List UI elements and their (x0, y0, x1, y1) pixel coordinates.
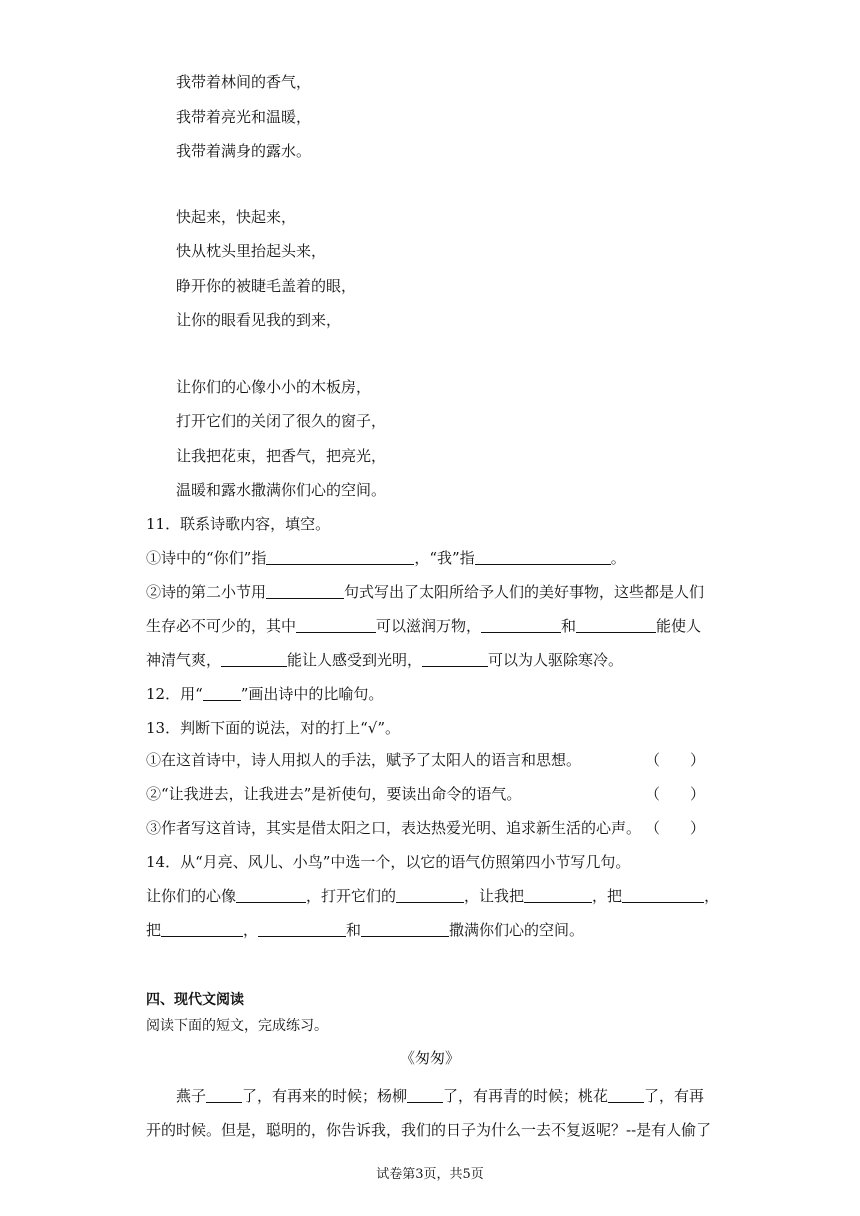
question-12: 12．用“ ”画出诗中的比喻句。 (146, 685, 384, 703)
poem-line: 我带着满身的露水。 (176, 142, 312, 160)
answer-blank[interactable] (396, 886, 464, 903)
poem-line: 快从枕头里抬起头来， (176, 242, 327, 260)
underline-sample (203, 684, 241, 701)
poem-line: 快起来，快起来， (176, 208, 297, 226)
answer-blank[interactable] (622, 886, 704, 903)
section-heading: 四、现代文阅读 (146, 992, 244, 1008)
answer-blank[interactable] (161, 920, 243, 937)
answer-blank[interactable] (608, 1086, 644, 1103)
question-13-title: 13．判断下面的说法，对的打上“√”。 (146, 719, 400, 737)
poem-line: 让我把花束，把香气，把亮光， (176, 447, 387, 465)
answer-blank[interactable] (266, 582, 344, 599)
answer-blank[interactable] (236, 886, 306, 903)
question-14-line-1: 让你们的心像 ，打开它们的 ，让我把 ，把 ， (146, 887, 720, 905)
answer-paren[interactable]: （ ） (645, 819, 706, 837)
poem-line: 我带着亮光和温暖， (176, 108, 312, 126)
question-11-line-1: ①诗中的“你们”指 ，“我”指 。 (146, 549, 626, 567)
answer-blank[interactable] (221, 650, 287, 667)
answer-blank[interactable] (422, 650, 488, 667)
poem-line: 温暖和露水撒满你们心的空间。 (176, 481, 387, 499)
answer-blank[interactable] (524, 886, 592, 903)
question-14-title: 14．从“月亮、风儿、小鸟”中选一个，以它的语气仿照第四小节写几句。 (146, 853, 631, 871)
passage-line-2: 开的时候。但是，聪明的，你告诉我，我们的日子为什么一去不复返呢？--是有人偷了 (146, 1121, 712, 1139)
passage-line-1: 燕子 了，有再来的时候；杨柳 了，有再青的时候；桃花 了，有再 (176, 1087, 705, 1105)
page-footer: 试卷第3页，共5页 (376, 1167, 484, 1182)
question-13-item-1: ①在这首诗中，诗人用拟人的手法，赋予了太阳人的语言和思想。 (146, 751, 582, 769)
poem-line: 睁开你的被睫毛盖着的眼， (176, 277, 357, 295)
question-11-line-2: ②诗的第二小节用 句式写出了太阳所给予人们的美好事物，这些都是人们 (146, 583, 705, 601)
poem-line: 打开它们的关闭了很久的窗子， (176, 412, 387, 430)
poem-line: 让你的眼看见我的到来， (176, 311, 342, 329)
section-instruction: 阅读下面的短文，完成练习。 (146, 1018, 328, 1034)
answer-blank[interactable] (481, 616, 561, 633)
answer-blank[interactable] (576, 616, 656, 633)
question-13-item-2: ②“让我进去，让我进去”是祈使句，要读出命令的语气。 (146, 785, 522, 803)
answer-blank[interactable] (206, 1086, 242, 1103)
answer-paren[interactable]: （ ） (645, 751, 706, 769)
question-11-line-3: 生存必不可少的，其中 可以滋润万物， 和 能使人 (146, 617, 702, 635)
question-11-title: 11．联系诗歌内容，填空。 (146, 515, 331, 533)
question-14-line-2: 把 ， 和 撒满你们心的空间。 (146, 921, 585, 939)
answer-blank[interactable] (407, 1086, 443, 1103)
poem-line: 我带着林间的香气， (176, 73, 312, 91)
question-13-item-3: ③作者写这首诗，其实是借太阳之口，表达热爱光明、追求新生活的心声。 (146, 819, 642, 837)
answer-blank[interactable] (361, 920, 449, 937)
passage-title: 《匆匆》 (399, 1049, 460, 1067)
poem-line: 让你们的心像小小的木板房， (176, 378, 372, 396)
answer-blank[interactable] (266, 548, 414, 565)
answer-blank[interactable] (258, 920, 346, 937)
answer-blank[interactable] (296, 616, 376, 633)
answer-paren[interactable]: （ ） (645, 785, 706, 803)
question-11-line-4: 神清气爽， 能让人感受到光明， 可以为人驱除寒冷。 (146, 651, 624, 669)
answer-blank[interactable] (475, 548, 611, 565)
